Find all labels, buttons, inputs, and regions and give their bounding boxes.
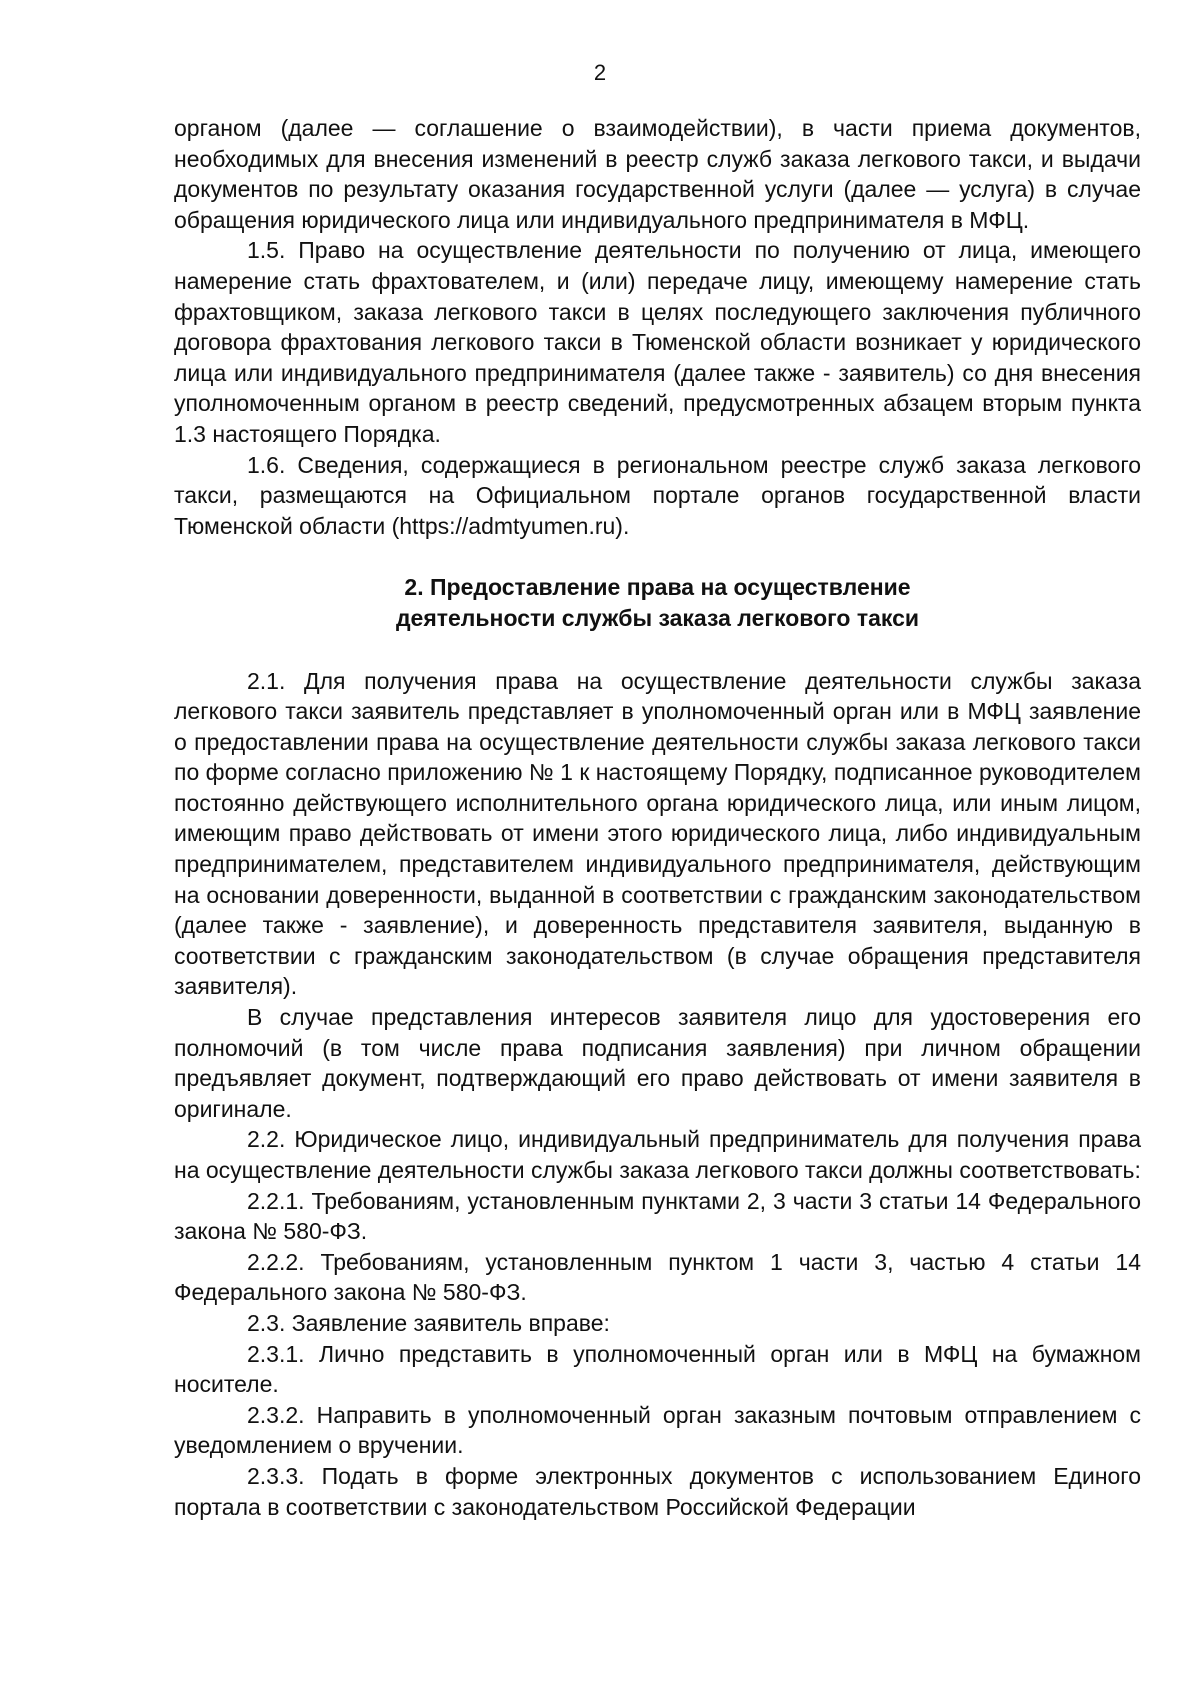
document-body [174, 113, 1141, 1522]
page-number: 2 [593, 60, 607, 85]
section-heading [174, 572, 1141, 633]
paragraph-2-3-2: 2.3.2. Направить в уполномоченный орган заказным почтовым отправлением с уведомлением о вручении. [174, 1401, 1141, 1459]
paragraph-representative: В случае представления интересов заявителя лицо для удостоверения его полномочий (в том числе права подписания заявления) при личном обращении предъявляет документ, подтверждающий его право действовать от имени заявителя в оригинале. [174, 1004, 1141, 1122]
paragraph-1-6: 1.6. Сведения, содержащиеся в региональном реестре служб заказа легкового такси, размещаются на Официальном портале органов государственной власти Тюменской области (https://admtyumen.ru). [174, 451, 1141, 539]
paragraph-2-2-2: 2.2.2. Требованиям, установленным пунктом 1 части 3, частью 4 статьи 14 Федерального закона № 580-ФЗ. [174, 1248, 1141, 1306]
paragraph-2-2-1: 2.2.1. Требованиям, установленным пунктами 2, 3 части 3 статьи 14 Федерального закона № 580-ФЗ. [174, 1187, 1141, 1245]
paragraph-2-1: 2.1. Для получения права на осуществление деятельности службы заказа легкового такси заявитель представляет в уполномоченный орган или в МФЦ заявление о предоставлении права на осуществление деятельности службы заказа легкового такси по форме согласно приложению № 1 к настоящему Порядку, подписанное руководителем постоянно действующего исполнительного органа юридического лица, или иным лицом, имеющим право действовать от имени этого юридического лица, либо индивидуальным предпринимателем, представителем индивидуального предпринимателя, действующим на основании доверенности, выданной в соответствии с гражданским законодательством (далее также - заявление), и доверенность представителя заявителя, выданную в соответствии с гражданским законодательством (в случае обращения представителя заявителя). [174, 667, 1141, 1000]
paragraph-continuation: органом (далее — соглашение о взаимодействии), в части приема документов, необходимых для внесения изменений в реестр служб заказа легкового такси, и выдачи документов по результату оказания государственной услуги (далее — услуга) в случае обращения юридического лица или индивидуального предпринимателя в МФЦ. [174, 115, 1141, 233]
paragraph-2-3-1: 2.3.1. Лично представить в уполномоченный орган или в МФЦ на бумажном носителе. [174, 1340, 1141, 1398]
paragraph-2-3-3: 2.3.3. Подать в форме электронных документов с использованием Единого портала в соответствии с законодательством Российской Федерации [174, 1462, 1141, 1520]
paragraph-2-3: 2.3. Заявление заявитель вправе: [247, 1309, 610, 1336]
paragraph-2-2: 2.2. Юридическое лицо, индивидуальный предприниматель для получения права на осуществление деятельности службы заказа легкового такси должны соответствовать: [174, 1126, 1141, 1183]
section-heading-line-1: 2. Предоставление права на осуществление [404, 574, 911, 601]
paragraph-1-5: 1.5. Право на осуществление деятельности по получению от лица, имеющего намерение стать фрахтователем, и (или) передаче лицу, имеющему намерение стать фрахтовщиком, заказа легкового такси в целях последующего заключения публичного договора фрахтования легкового такси в Тюменской области возникает у юридического лица или индивидуального предпринимателя (далее также - заявитель) со дня внесения уполномоченным органом в реестр сведений, предусмотренных абзацем вторым пункта 1.3 настоящего Порядка. [174, 237, 1141, 447]
section-heading-line-2: деятельности службы заказа легкового такси [395, 604, 920, 631]
